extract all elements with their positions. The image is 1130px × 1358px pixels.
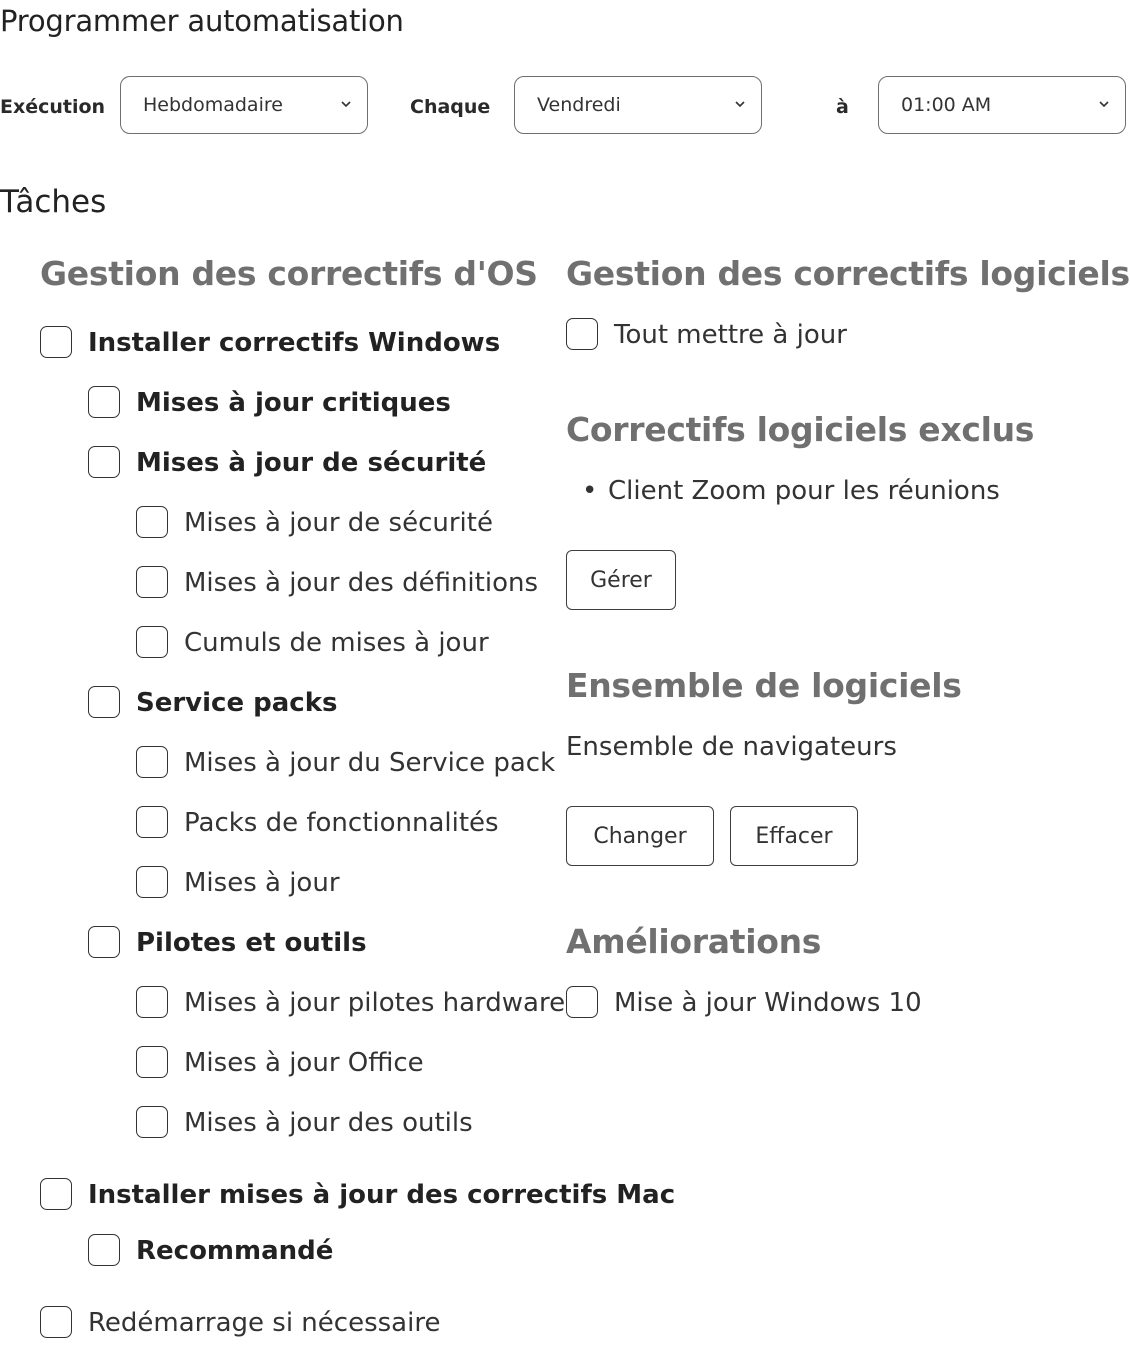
tasks-title: Tâches	[0, 184, 107, 220]
office-updates-checkbox[interactable]	[136, 1046, 168, 1078]
frequency-select[interactable]	[120, 76, 368, 134]
windows-patches-label: Installer correctifs Windows	[88, 328, 501, 358]
recommended-label: Recommandé	[136, 1236, 334, 1266]
tools-updates-label: Mises à jour des outils	[184, 1108, 473, 1138]
service-packs-checkbox[interactable]	[88, 686, 120, 718]
security-group-label: Mises à jour de sécurité	[136, 448, 487, 478]
day-select[interactable]	[514, 76, 762, 134]
chevron-down-icon	[733, 97, 747, 111]
update-all-label: Tout mettre à jour	[614, 320, 847, 350]
hardware-drivers-label: Mises à jour pilotes hardware	[184, 988, 566, 1018]
updates-checkbox[interactable]	[136, 866, 168, 898]
manage-button[interactable]: Gérer	[566, 550, 676, 610]
feature-packs-checkbox[interactable]	[136, 806, 168, 838]
mac-patches-checkbox[interactable]	[40, 1178, 72, 1210]
drivers-tools-label: Pilotes et outils	[136, 928, 367, 958]
security-group-checkbox[interactable]	[88, 446, 120, 478]
update-rollups-label: Cumuls de mises à jour	[184, 628, 489, 658]
frequency-value: Hebdomadaire	[143, 94, 283, 116]
improvements-heading: Améliorations	[566, 922, 822, 961]
time-value: 01:00 AM	[901, 94, 992, 116]
reboot-checkbox[interactable]	[40, 1306, 72, 1338]
clear-button[interactable]: Effacer	[730, 806, 858, 866]
security-updates-checkbox[interactable]	[136, 506, 168, 538]
drivers-tools-checkbox[interactable]	[88, 926, 120, 958]
software-patching-heading: Gestion des correctifs logiciels	[566, 254, 1130, 293]
service-pack-updates-checkbox[interactable]	[136, 746, 168, 778]
feature-packs-label: Packs de fonctionnalités	[184, 808, 499, 838]
hardware-drivers-checkbox[interactable]	[136, 986, 168, 1018]
os-patching-heading: Gestion des correctifs d'OS	[40, 254, 538, 293]
chevron-down-icon	[339, 97, 353, 111]
execution-label: Exécution	[0, 96, 106, 118]
day-value: Vendredi	[537, 94, 621, 116]
windows-patches-checkbox[interactable]	[40, 326, 72, 358]
chevron-down-icon	[1097, 97, 1111, 111]
service-packs-label: Service packs	[136, 688, 338, 718]
software-set-value: Ensemble de navigateurs	[566, 732, 897, 762]
mac-patches-label: Installer mises à jour des correctifs Mac	[88, 1180, 676, 1210]
security-updates-label: Mises à jour de sécurité	[184, 508, 493, 538]
office-updates-label: Mises à jour Office	[184, 1048, 424, 1078]
every-label: Chaque	[410, 96, 491, 118]
update-all-checkbox[interactable]	[566, 318, 598, 350]
windows10-update-label: Mise à jour Windows 10	[614, 988, 922, 1018]
excluded-item: Client Zoom pour les réunions	[608, 476, 1000, 506]
definition-updates-label: Mises à jour des définitions	[184, 568, 539, 598]
time-select[interactable]	[878, 76, 1126, 134]
critical-updates-checkbox[interactable]	[88, 386, 120, 418]
service-pack-updates-label: Mises à jour du Service pack	[184, 748, 556, 778]
excluded-heading: Correctifs logiciels exclus	[566, 410, 1035, 449]
change-button[interactable]: Changer	[566, 806, 714, 866]
tools-updates-checkbox[interactable]	[136, 1106, 168, 1138]
recommended-checkbox[interactable]	[88, 1234, 120, 1266]
updates-label: Mises à jour	[184, 868, 340, 898]
windows10-update-checkbox[interactable]	[566, 986, 598, 1018]
definition-updates-checkbox[interactable]	[136, 566, 168, 598]
critical-updates-label: Mises à jour critiques	[136, 388, 451, 418]
page-title: Programmer automatisation	[0, 4, 404, 38]
software-set-heading: Ensemble de logiciels	[566, 666, 962, 705]
update-rollups-checkbox[interactable]	[136, 626, 168, 658]
bullet-icon: •	[582, 476, 598, 506]
reboot-label: Redémarrage si nécessaire	[88, 1308, 441, 1338]
at-label: à	[836, 96, 849, 118]
